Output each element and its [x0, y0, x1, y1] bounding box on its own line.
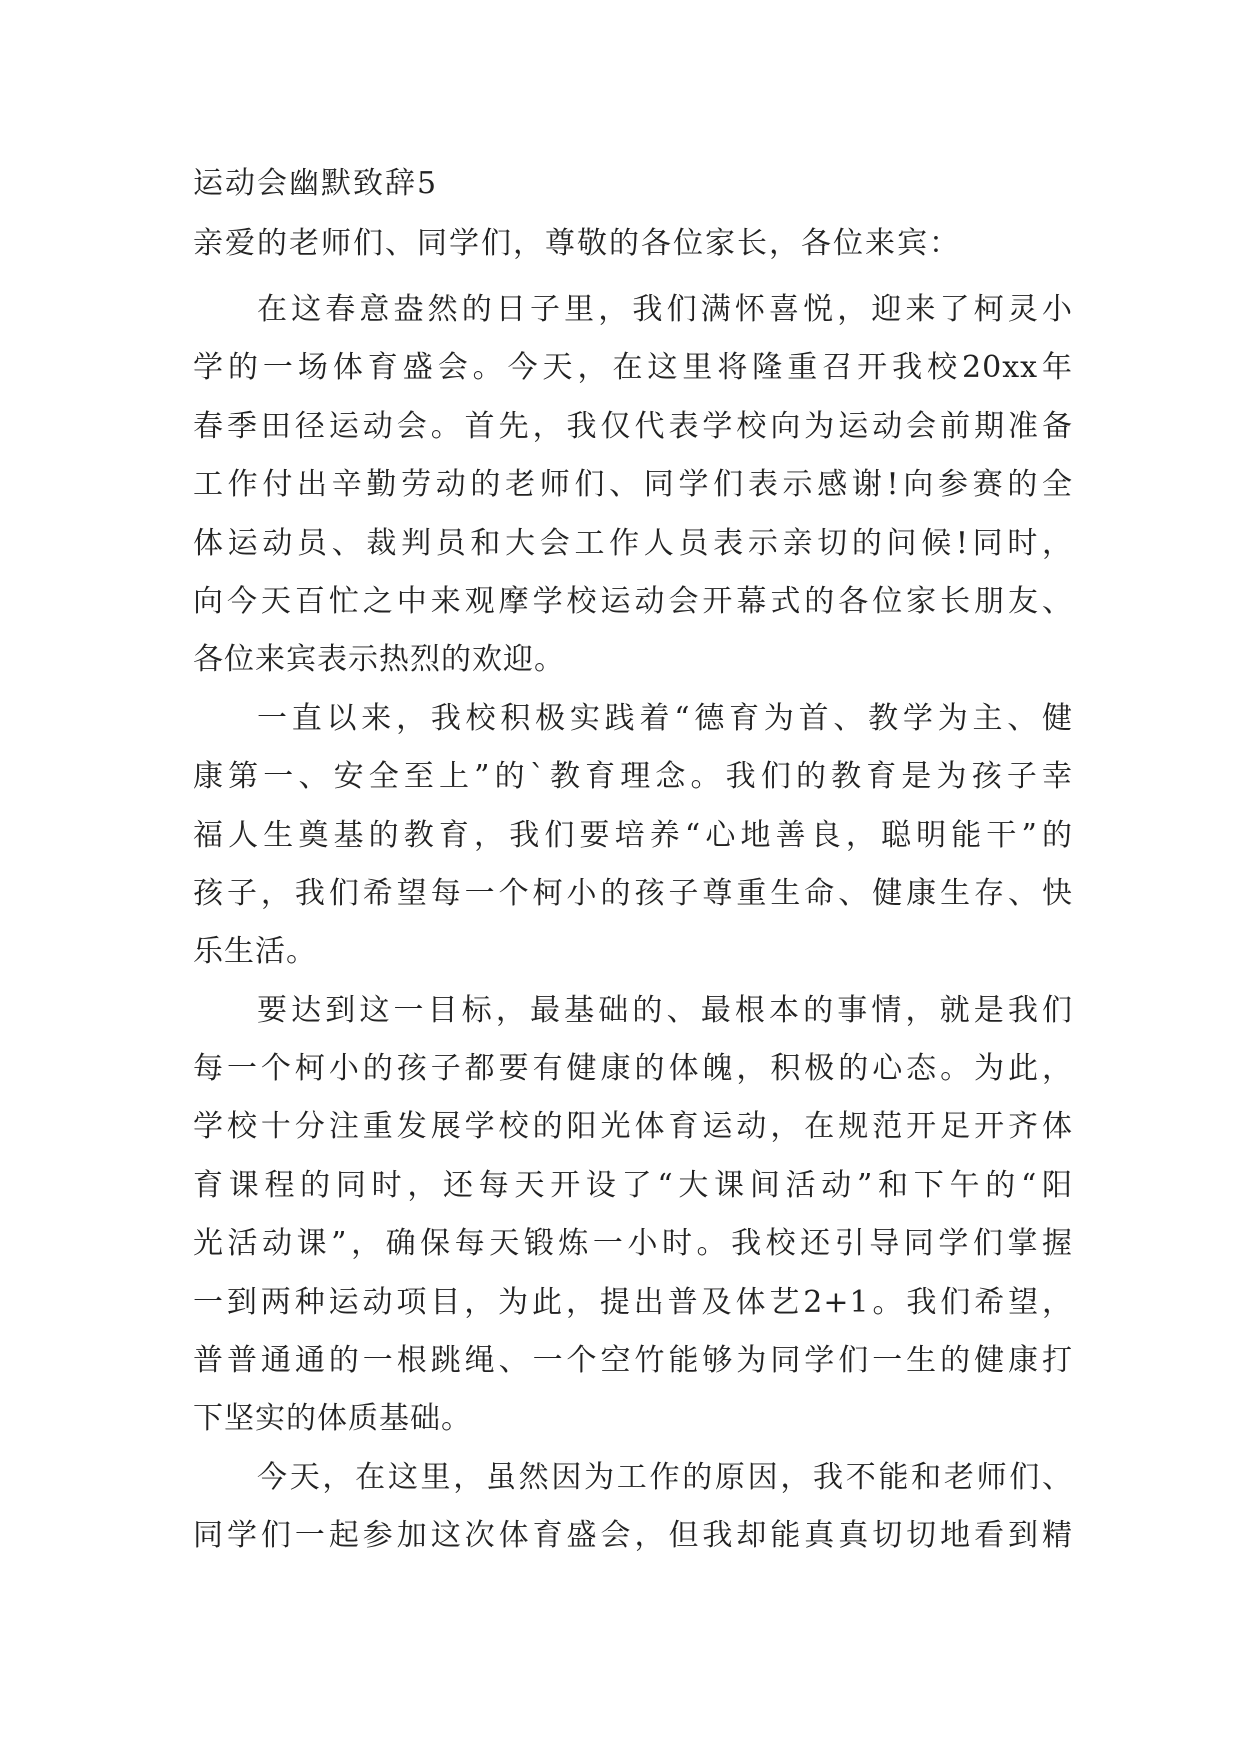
text-line: 育课程的同时，还每天开设了“大课间活动”和下午的“阳 — [193, 1167, 1073, 1203]
text-line: 孩子，我们希望每一个柯小的孩子尊重生命、健康生存、快 — [193, 875, 1073, 911]
text-line: 下坚实的体质基础。 — [193, 1401, 472, 1437]
text-line: 同学们一起参加这次体育盛会，但我却能真真切切地看到精 — [193, 1518, 1073, 1554]
text-line: 一直以来，我校积极实践着“德育为首、教学为主、健 — [257, 700, 1073, 736]
text-line: 向今天百忙之中来观摩学校运动会开幕式的各位家长朋友、 — [193, 583, 1073, 619]
text-line: 工作付出辛勤劳动的老师们、同学们表示感谢!向参赛的全 — [193, 467, 1073, 503]
paragraph-1 — [193, 281, 1073, 690]
text-line: 每一个柯小的孩子都要有健康的体魄，积极的心态。为此， — [193, 1051, 1073, 1087]
text-line: 今天，在这里，虽然因为工作的原因，我不能和老师们、 — [257, 1459, 1073, 1495]
text-line: 各位来宾表示热烈的欢迎。 — [193, 642, 565, 678]
paragraph-2 — [193, 690, 1073, 982]
document-body — [193, 281, 1073, 1566]
paragraph-4 — [193, 1449, 1073, 1566]
text-line: 康第一、安全至上”的`教育理念。我们的教育是为孩子幸 — [193, 759, 1073, 795]
document-title: 运动会幽默致辞5 — [193, 166, 439, 201]
paragraph-3 — [193, 982, 1073, 1449]
text-line: 学的一场体育盛会。今天，在这里将隆重召开我校20xx年 — [193, 350, 1073, 386]
text-line: 春季田径运动会。首先，我仅代表学校向为运动会前期准备 — [193, 408, 1073, 444]
text-line: 体运动员、裁判员和大会工作人员表示亲切的问候!同时， — [193, 525, 1073, 561]
text-line: 普普通通的一根跳绳、一个空竹能够为同学们一生的健康打 — [193, 1343, 1073, 1379]
text-line: 学校十分注重发展学校的阳光体育运动，在规范开足开齐体 — [193, 1109, 1073, 1145]
salutation: 亲爱的老师们、同学们，尊敬的各位家长，各位来宾： — [193, 226, 961, 261]
text-line: 要达到这一目标，最基础的、最根本的事情，就是我们 — [257, 992, 1073, 1028]
text-line: 光活动课”，确保每天锻炼一小时。我校还引导同学们掌握 — [193, 1226, 1073, 1262]
text-line: 福人生奠基的教育，我们要培养“心地善良，聪明能干”的 — [193, 817, 1073, 853]
text-line: 一到两种运动项目，为此，提出普及体艺2+1。我们希望， — [193, 1284, 1073, 1320]
text-line: 乐生活。 — [193, 934, 317, 970]
text-line: 在这春意盎然的日子里，我们满怀喜悦，迎来了柯灵小 — [257, 292, 1073, 327]
